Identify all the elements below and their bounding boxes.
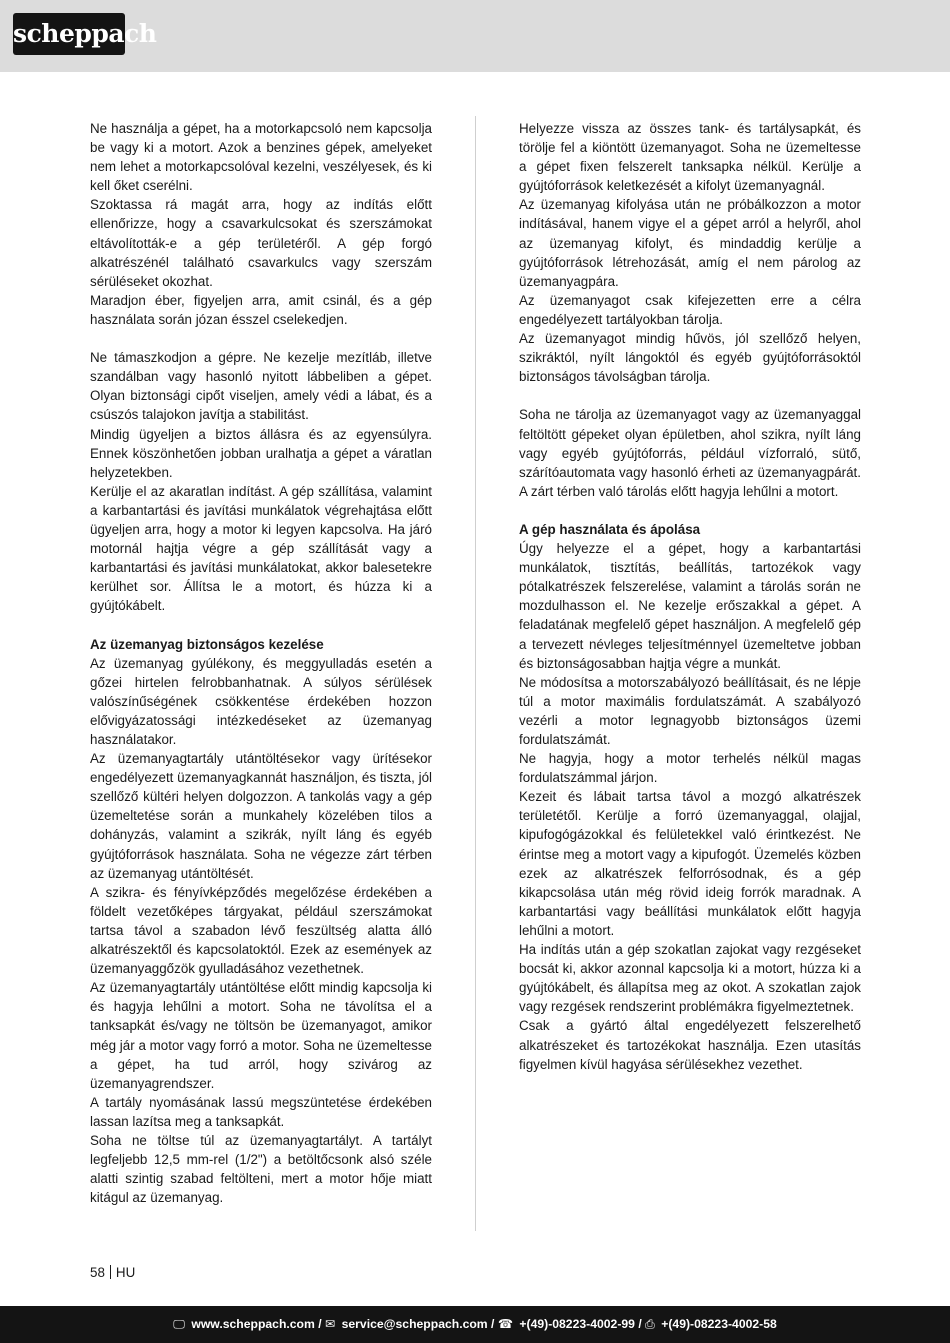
footer-separator: /	[638, 1317, 642, 1331]
website-link[interactable]: www.scheppach.com	[191, 1317, 315, 1331]
paragraph: Az üzemanyagtartály utántöltése előtt mindig kapcsolja ki és hagyja lehűlni a motort. Soha ne távolítsa el a tanksapkát és/vagy ne töltsön be üzemanyagot, amikor még jár a motor vagy forró a motor. Soha ne üzemeltesse a gépet, ha tud arról, hogy szivárog az üzemanyagrendszer.	[90, 980, 432, 1091]
phone-icon: ☎	[497, 1317, 514, 1331]
paragraph: Az üzemanyagot csak kifejezetten erre a célra engedélyezett tartályokban tárolja.	[519, 292, 861, 327]
fax-number: +(49)-08223-4002-58	[661, 1317, 777, 1331]
page-number: 58	[90, 1265, 105, 1280]
fax-icon: ⎙	[645, 1317, 655, 1331]
scheppach-logo: scheppach	[13, 13, 125, 55]
section-heading: Az üzemanyag biztonságos kezelése	[90, 636, 324, 652]
left-column	[90, 119, 432, 1207]
page-number-footer	[90, 1265, 135, 1280]
footer-separator: /	[491, 1317, 495, 1331]
phone-number: +(49)-08223-4002-99	[519, 1317, 635, 1331]
contact-footer	[0, 1306, 950, 1343]
paragraph: Kezeit és lábait tartsa távol a mozgó alkatrészek területétől. Kerülje a forró üzemanyaggal, olajjal, kipufogógázokkal és felületekkel való érintkezést. Ne érintse meg a motort vagy a kipufogót. Üzemelés közben ezek az alkatrészek felforrósodnak, és a gép kikapcsolása után még rövid ideig forrók maradnak. A karbantartási vagy beállítási munkálatok előtt hagyja lehűlni a motort.	[519, 789, 861, 938]
header-band	[0, 0, 950, 72]
right-column	[519, 119, 861, 1074]
monitor-icon: 🖵	[173, 1317, 185, 1331]
paragraph: Ne módosítsa a motorszabályozó beállításait, és ne lépje túl a motor maximális fordulatszámát. A szabályozó vezérli a motor legnagyobb biztonságos üzemi fordulatszámát.	[519, 674, 861, 747]
paragraph: A tartály nyomásának lassú megszüntetése érdekében lassan lazítsa meg a tanksapkát.	[90, 1094, 432, 1129]
mail-icon: ✉	[325, 1317, 336, 1331]
paragraph: Szoktassa rá magát arra, hogy az indítás előtt ellenőrizze, hogy a csavarkulcsokat és szerszámokat eltávolították-e a gép területéről. A gép forgó alkatrészénél található csavarkulcs vagy szerszám sérüléseket okozhat.	[90, 197, 432, 289]
column-divider	[475, 116, 476, 1231]
paragraph: Csak a gyártó által engedélyezett felszerelhető alkatrészeket és tartozékokat használja. Ezen utasítás figyelmen kívül hagyása sérülésekhez vezethet.	[519, 1018, 861, 1072]
paragraph: Soha ne töltse túl az üzemanyagtartályt. A tartályt legfeljebb 12,5 mm-rel (1/2") a betöltőcsonk alsó széle alatti szintig szabad feltölteni, mert a motor hője miatt kitágul az üzemanyag.	[90, 1132, 432, 1206]
paragraph: Ha indítás után a gép szokatlan zajokat vagy rezgéseket bocsát ki, akkor azonnal kapcsolja ki a motort, húzza ki a gyújtókábelt, és állapítsa meg az okot. A szokatlan zajok vagy rezgések rendszerint problémákra figyelmeztetnek.	[519, 942, 861, 1015]
page-number-separator	[110, 1265, 111, 1279]
paragraph: Az üzemanyag kifolyása után ne próbálkozzon a motor indításával, hanem vigye el a gépet arról a helyről, ahol az üzemanyag kifolyt, és mindaddig kerülje a gyújtóforrások létrehozását, amíg el nem párolog az üzemanyagpára.	[519, 197, 861, 289]
paragraph: Ne támaszkodjon a gépre. Ne kezelje mezítláb, illetve szandálban vagy hasonló nyitott lábbeliben a gépet. Olyan biztonsági cipőt viseljen, amely védi a lábat, és a csúszós talajokon javítja a stabilitást.	[90, 350, 432, 423]
footer-separator: /	[318, 1317, 322, 1331]
paragraph: Az üzemanyag gyúlékony, és meggyulladás esetén a gőzei hirtelen felrobbanhatnak. A súlyos sérülések valószínűségének csökkentése érdekében hozzon elővigyázatossági intézkedéseket az üzemanyag használatakor.	[90, 655, 432, 747]
language-code: HU	[115, 1265, 136, 1280]
section-heading: A gép használata és ápolása	[519, 521, 701, 537]
paragraph: Úgy helyezze el a gépet, hogy a karbantartási munkálatok, tisztítás, beállítás, tartozékok vagy pótalkatrészek felszerelése, valamint a tárolás során ne mozdulhasson el. Ne kezelje erőszakkal a gépet. A feladatának megfelelő gépet használjon. A megfelelő gép a tervezett névleges teljesítménnyel üzemeltetve jobban és biztonságosabban hajtja végre a munkát.	[519, 541, 861, 671]
paragraph: A szikra- és fényívképződés megelőzése érdekében a földelt vezetőképes tárgyakat, például szerszámokat tartsa távol a szabadon lévő feszültség alatta álló alkatrészektől és kapcsolatoktól. Ezek az események az üzemanyaggőzök gyulladásához vezethetnek.	[90, 884, 432, 977]
paragraph: Mindig ügyeljen a biztos állásra és az egyensúlyra. Ennek köszönhetően jobban uralhatja a gépet a váratlan helyzetekben.	[90, 426, 432, 480]
paragraph: Helyezze vissza az összes tank- és tartálysapkát, és törölje fel a kiöntött üzemanyagot. Soha ne üzemeltesse a gépet fixen felszerelt tanksapka nélkül. Kerülje a gyújtóforrások keletkezését a kifolyt üzemanyagnál.	[519, 121, 861, 194]
paragraph: Soha ne tárolja az üzemanyagot vagy az üzemanyaggal feltöltött gépeket olyan épületben, ahol szikra, nyílt láng vagy egyéb gyújtóforrás, például vízforraló, sütő, szárítóautomata vagy hasonló érheti az üzemanyagpárát. A zárt térben való tárolás előtt hagyja lehűlni a motort.	[519, 407, 861, 499]
paragraph: Az üzemanyagot mindig hűvös, jól szellőző helyen, szikráktól, nyílt lángoktól és egyéb gyújtóforrásoktól biztonságos távolságban tárolja.	[519, 331, 861, 385]
paragraph: Ne használja a gépet, ha a motorkapcsoló nem kapcsolja be vagy ki a motort. Azok a benzines gépek, amelyeket nem lehet a motorkapcsolóval kezelni, veszélyesek, és ki kell őket cserélni.	[90, 121, 432, 194]
paragraph: Kerülje el az akaratlan indítást. A gép szállítása, valamint a karbantartási és javítási munkálatok végrehajtása előtt ügyeljen arra, hogy a motor ki legyen kapcsolva. Ha járó motornál hajtja végre a gép szállítását vagy a karbantartási és javítási munkálatokat, akkor balesetekre kerülhet sor. Állítsa le a motort, és húzza ki a gyújtókábelt.	[90, 483, 432, 614]
email-link[interactable]: service@scheppach.com	[341, 1317, 488, 1331]
paragraph: Maradjon éber, figyeljen arra, amit csinál, és a gép használata során józan ésszel cselekedjen.	[90, 292, 432, 327]
paragraph: Az üzemanyagtartály utántöltésekor vagy ürítésekor engedélyezett üzemanyagkannát használjon, és tiszta, jól szellőző kültéri helyen dolgozzon. A tankolás vagy a gép üzemeltetése során a munkahely közelében tilos a dohányzás, valamint a szikrák, nyílt láng és egyéb gyújtóforrások használata. Soha ne végezze zárt térben az üzemanyag utántöltését.	[90, 751, 432, 881]
paragraph: Ne hagyja, hogy a motor terhelés nélkül magas fordulatszámmal járjon.	[519, 751, 861, 786]
